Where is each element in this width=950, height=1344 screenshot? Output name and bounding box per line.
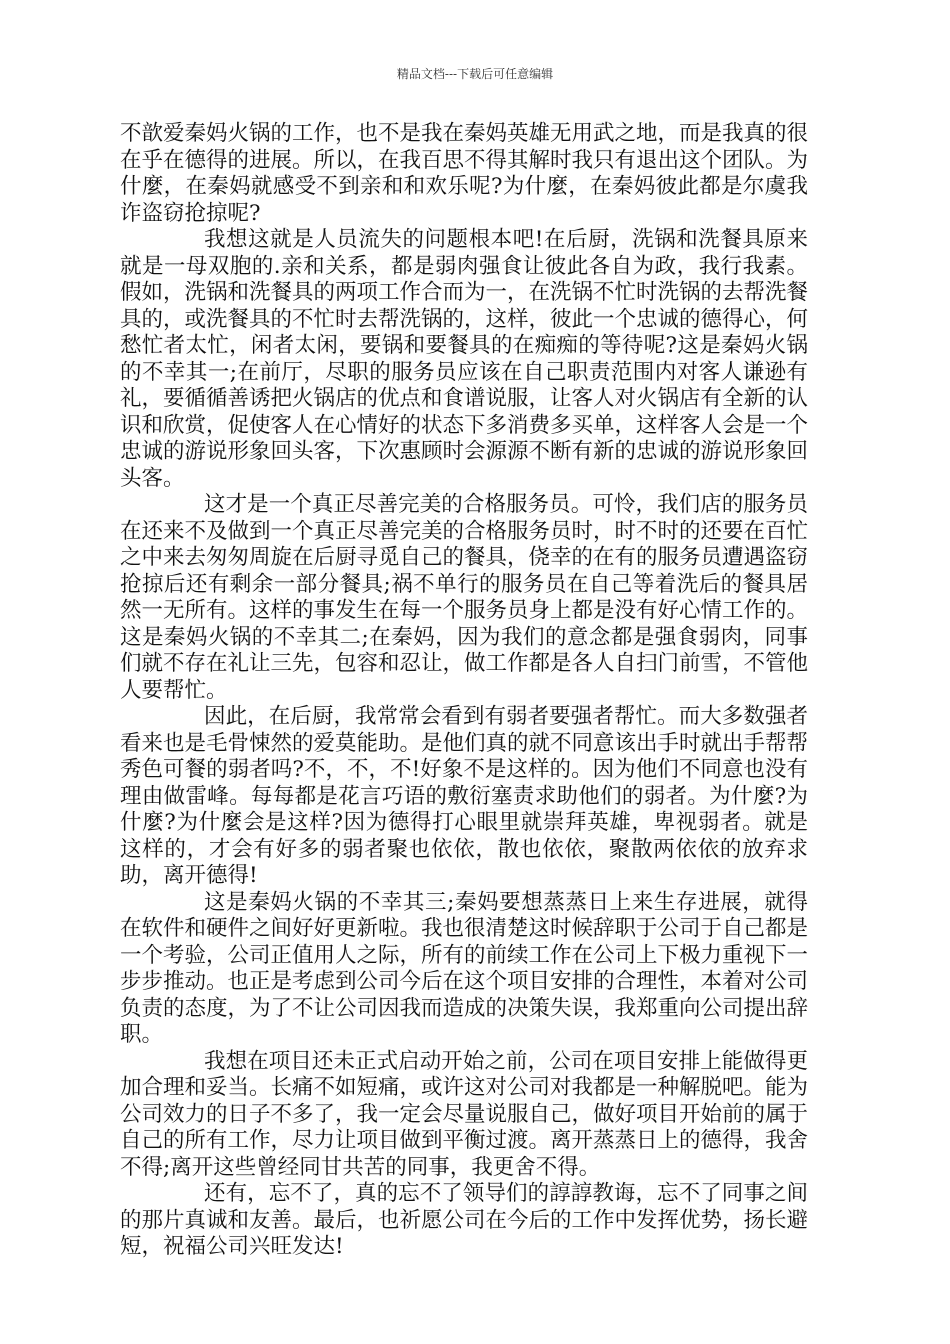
paragraph: 我想这就是人员流失的问题根本吧!在后厨，洗锅和洗餐具原来就是一母双胞的.亲和关系，都是弱肉强食让彼此各自为政，我行我素。假如，洗锅和洗餐具的两项工作合而为一，在洗锅不忙时洗锅的去帮洗餐具的，或洗餐具的不忙时去帮洗锅的，这样，彼此一个忠诚的德得心，何愁忙者太忙，闲者太闲，要锅和要餐具的在痴痴的等待呢?这是秦妈火锅的不幸其一;在前厅，尽职的服务员应该在自己职责范围内对客人谦逊有礼，要循循善诱把火锅店的优点和食谱说服，让客人对火锅店有全新的认识和欣赏，促使客人在心情好的状态下多消费多买单，这样客人会是一个忠诚的游说形象回头客，下次惠顾时会源源不断有新的忠诚的游说形象回头客。 [120,227,809,491]
paragraph: 因此，在后厨，我常常会看到有弱者要强者帮忙。而大多数强者看来也是毛骨悚然的爱莫能助。是他们真的就不同意该出手时就出手帮帮秀色可餐的弱者吗?不，不，不!好象不是这样的。因为他们不同意也没有理由做雷峰。每每都是花言巧语的敷衍塞责求助他们的弱者。为什麼?为什麼?为什麼会是这样?因为德得打心眼里就崇拜英雄，卑视弱者。就是这样的，才会有好多的弱者聚也依依，散也依依，聚散两依依的放弃求助，离开德得! [120,704,809,888]
paragraph: 不歆爱秦妈火锅的工作，也不是我在秦妈英雄无用武之地，而是我真的很在乎在德得的进展。所以，在我百思不得其解时我只有退出这个团队。为什麼，在秦妈就感受不到亲和和欢乐呢?为什麼，在秦妈彼此都是尔虞我诈盗窃抢掠呢? [120,121,809,226]
paragraph: 这是秦妈火锅的不幸其三;秦妈要想蒸蒸日上来生存进展，就得在软件和硬件之间好好更新啦。我也很清楚这时候辞职于公司于自己都是一个考验，公司正值用人之际，所有的前续工作在公司上下极力重视下一步步推动。也正是考虑到公司今后在这个项目安排的合理性，本着对公司负责的态度，为了不让公司因我而造成的决策失误，我郑重向公司提出辞职。 [120,889,809,1047]
page-header: 精品文档---下载后可任意编辑 [396,67,554,81]
paragraph: 这才是一个真正尽善完美的合格服务员。可怜，我们店的服务员在还来不及做到一个真正尽善完美的合格服务员时，时不时的还要在百忙之中来去匆匆周旋在后厨寻觅自己的餐具，侥幸的在有的服务员遭遇盗窃抢掠后还有剩余一部分餐具;祸不单行的服务员在自己等着洗后的餐具居然一无所有。这样的事发生在每一个服务员身上都是没有好心情工作的。这是秦妈火锅的不幸其二;在秦妈，因为我们的意念都是强食弱肉，同事们就不存在礼让三先，包容和忍让，做工作都是各人自扫门前雪，不管他人要帮忙。 [120,492,809,703]
document-body [120,121,808,1261]
paragraph: 还有，忘不了，真的忘不了领导们的諄諄教诲，忘不了同事之间的那片真诚和友善。最后，也祈愿公司在今后的工作中发挥优势，扬长避短，祝福公司兴旺发达! [120,1181,809,1259]
paragraph: 我想在项目还未正式启动开始之前，公司在项目安排上能做得更加合理和妥当。长痛不如短痛，或许这对公司对我都是一种解脱吧。能为公司效力的日子不多了，我一定会尽量说服自己，做好项目开始前的属于自己的所有工作，尽力让项目做到平衡过渡。离开蒸蒸日上的德得，我舍不得;离开这些曾经同甘共苦的同事，我更舍不得。 [120,1048,809,1180]
